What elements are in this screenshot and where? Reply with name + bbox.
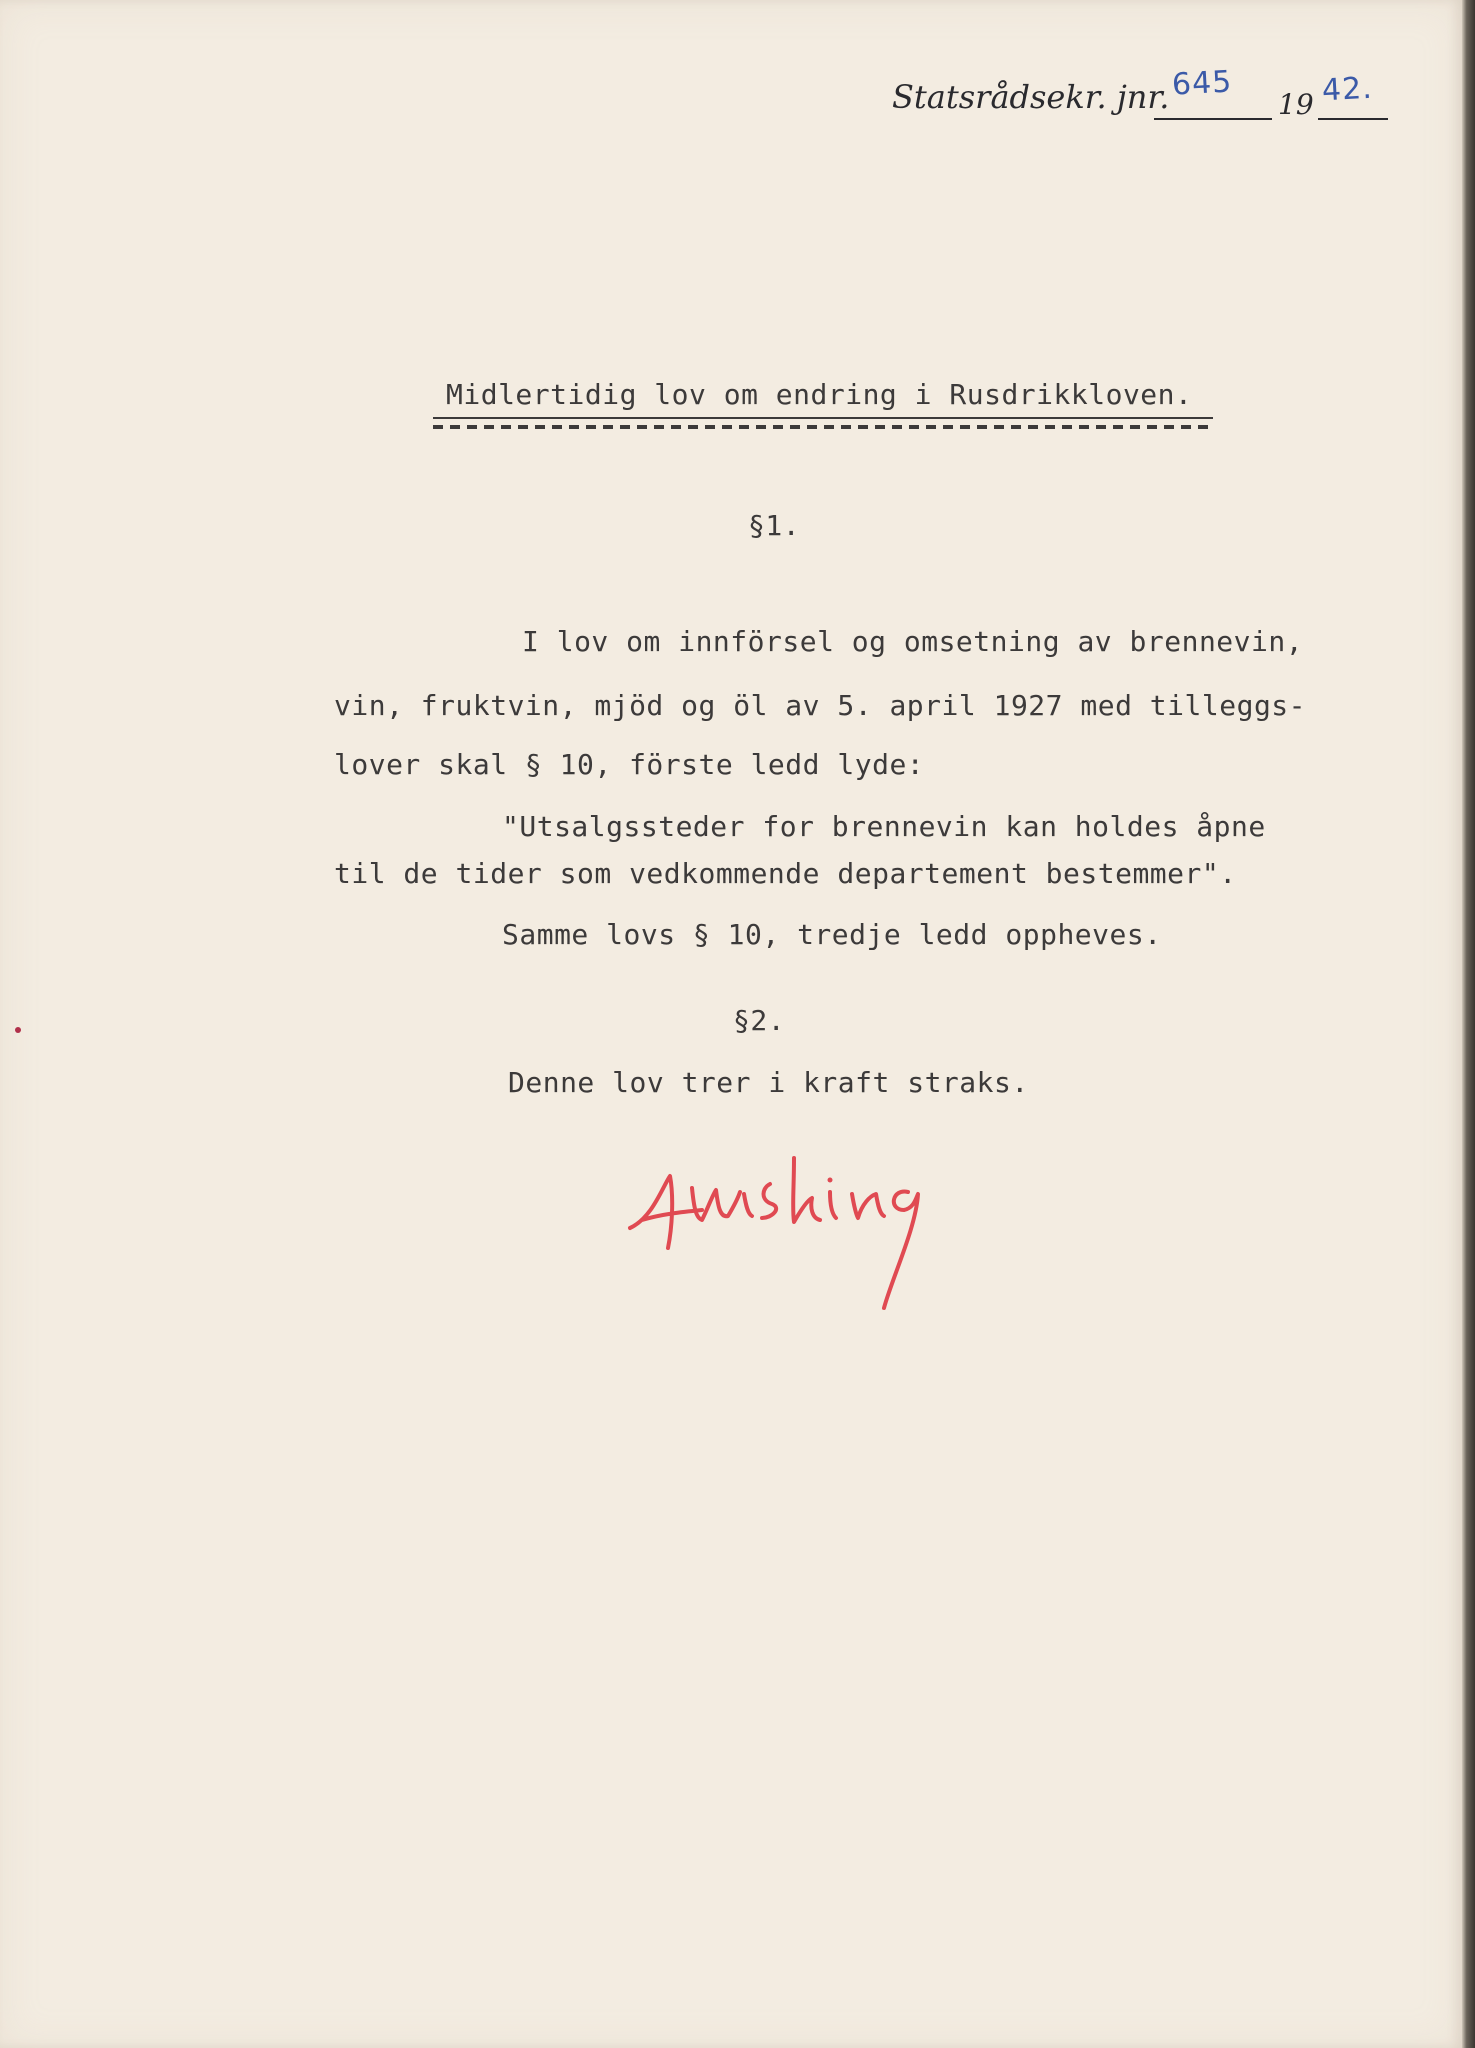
section-1-line-6: Samme lovs § 10, tredje ledd oppheves.	[502, 918, 1162, 951]
registry-year-line	[1318, 118, 1388, 120]
handwritten-signature	[622, 1148, 962, 1318]
section-1-heading: §1.	[748, 509, 801, 542]
registry-year: 42.	[1321, 70, 1374, 109]
registry-label: Statsrådsekr. jnr.	[892, 78, 1170, 116]
binding-thread-mark	[12, 1020, 24, 1040]
registry-number-line	[1154, 118, 1272, 120]
document-title: Midlertidig lov om endring i Rusdrikkloven.	[446, 378, 1193, 411]
section-2-line-1: Denne lov trer i kraft straks.	[508, 1066, 1029, 1099]
section-1-line-1: I lov om innförsel og omsetning av brennevin,	[522, 625, 1304, 658]
section-1-line-5: til de tider som vedkommende departement bestemmer".	[334, 857, 1237, 890]
page-edge	[1462, 0, 1475, 2048]
section-2-heading: §2.	[733, 1004, 786, 1037]
registry-century: 19	[1278, 88, 1314, 121]
section-1-line-3: lover skal § 10, förste ledd lyde:	[334, 748, 925, 781]
title-underline	[433, 417, 1213, 419]
section-1-line-4: "Utsalgssteder for brennevin kan holdes åpne	[502, 810, 1266, 843]
section-1-line-2: vin, fruktvin, mjöd og öl av 5. april 1927 med tilleggs-	[334, 689, 1307, 722]
title-dashed-rule	[433, 425, 1211, 429]
registry-number: 645	[1171, 64, 1234, 103]
